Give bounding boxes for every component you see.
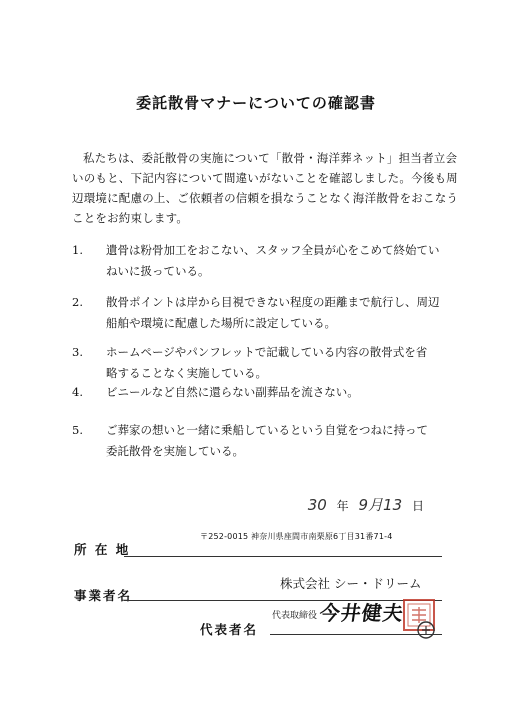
personal-seal-icon bbox=[416, 620, 436, 640]
item-number: 2. bbox=[72, 295, 83, 309]
rep-label: 代表者名 bbox=[200, 622, 259, 637]
business-label: 事業者名 bbox=[74, 588, 133, 603]
date-month-day: 9月13 bbox=[358, 496, 403, 514]
item-text: ねいに扱っている。 bbox=[106, 264, 210, 278]
item-number: 1. bbox=[72, 243, 83, 257]
intro-line: 私たちは、委託散骨の実施について「散骨・海洋葬ネット」担当者立会 bbox=[83, 151, 458, 165]
date-line bbox=[291, 494, 430, 515]
intro-line: 辺環境に配慮の上、ご依頼者の信頼を損なうことなく海洋散骨をおこなう bbox=[72, 191, 459, 205]
address-value: 〒252-0015 神奈川県座間市南栗原6丁目31番71-4 bbox=[200, 532, 393, 541]
address-label: 所 在 地 bbox=[74, 542, 131, 557]
item-text: 遺骨は粉骨加工をおこない、スタッフ全員が心をこめて終始てい bbox=[106, 243, 440, 257]
item-text: 散骨ポイントは岸から目視できない程度の距離まで航行し、周辺 bbox=[106, 295, 440, 309]
item-text: ビニールなど自然に還らない副葬品を流さない。 bbox=[106, 385, 359, 399]
rep-title: 代表取締役 bbox=[272, 611, 318, 621]
intro-line: ことをお約束します。 bbox=[72, 211, 189, 225]
address-line bbox=[124, 556, 442, 557]
item-text: 略することなく実施している。 bbox=[106, 366, 267, 380]
item-text: 船舶や環境に配慮した場所に設定している。 bbox=[106, 316, 336, 330]
date-day-label: 日 bbox=[411, 499, 424, 513]
item-number: 4. bbox=[72, 385, 83, 399]
item-number: 5. bbox=[72, 423, 83, 437]
item-text: 委託散骨を実施している。 bbox=[106, 444, 244, 458]
document-title: 委託散骨マナーについての確認書 bbox=[136, 94, 376, 112]
intro-paragraph bbox=[72, 148, 459, 228]
company-name: 株式会社 シー・ドリーム bbox=[280, 576, 422, 591]
intro-line: いのもと、下記内容について間違いがないことを確認しました。今後も周 bbox=[72, 171, 458, 185]
date-year-label: 年 bbox=[336, 499, 349, 513]
date-year: 30 bbox=[307, 496, 327, 514]
item-number: 3. bbox=[72, 345, 83, 359]
item-text: ご葬家の想いと一緒に乗船しているという自覚をつねに持って bbox=[106, 423, 428, 437]
rep-name: 今井健夫 bbox=[318, 601, 406, 625]
item-text: ホームページやパンフレットで記載している内容の散骨式を省 bbox=[106, 345, 428, 359]
